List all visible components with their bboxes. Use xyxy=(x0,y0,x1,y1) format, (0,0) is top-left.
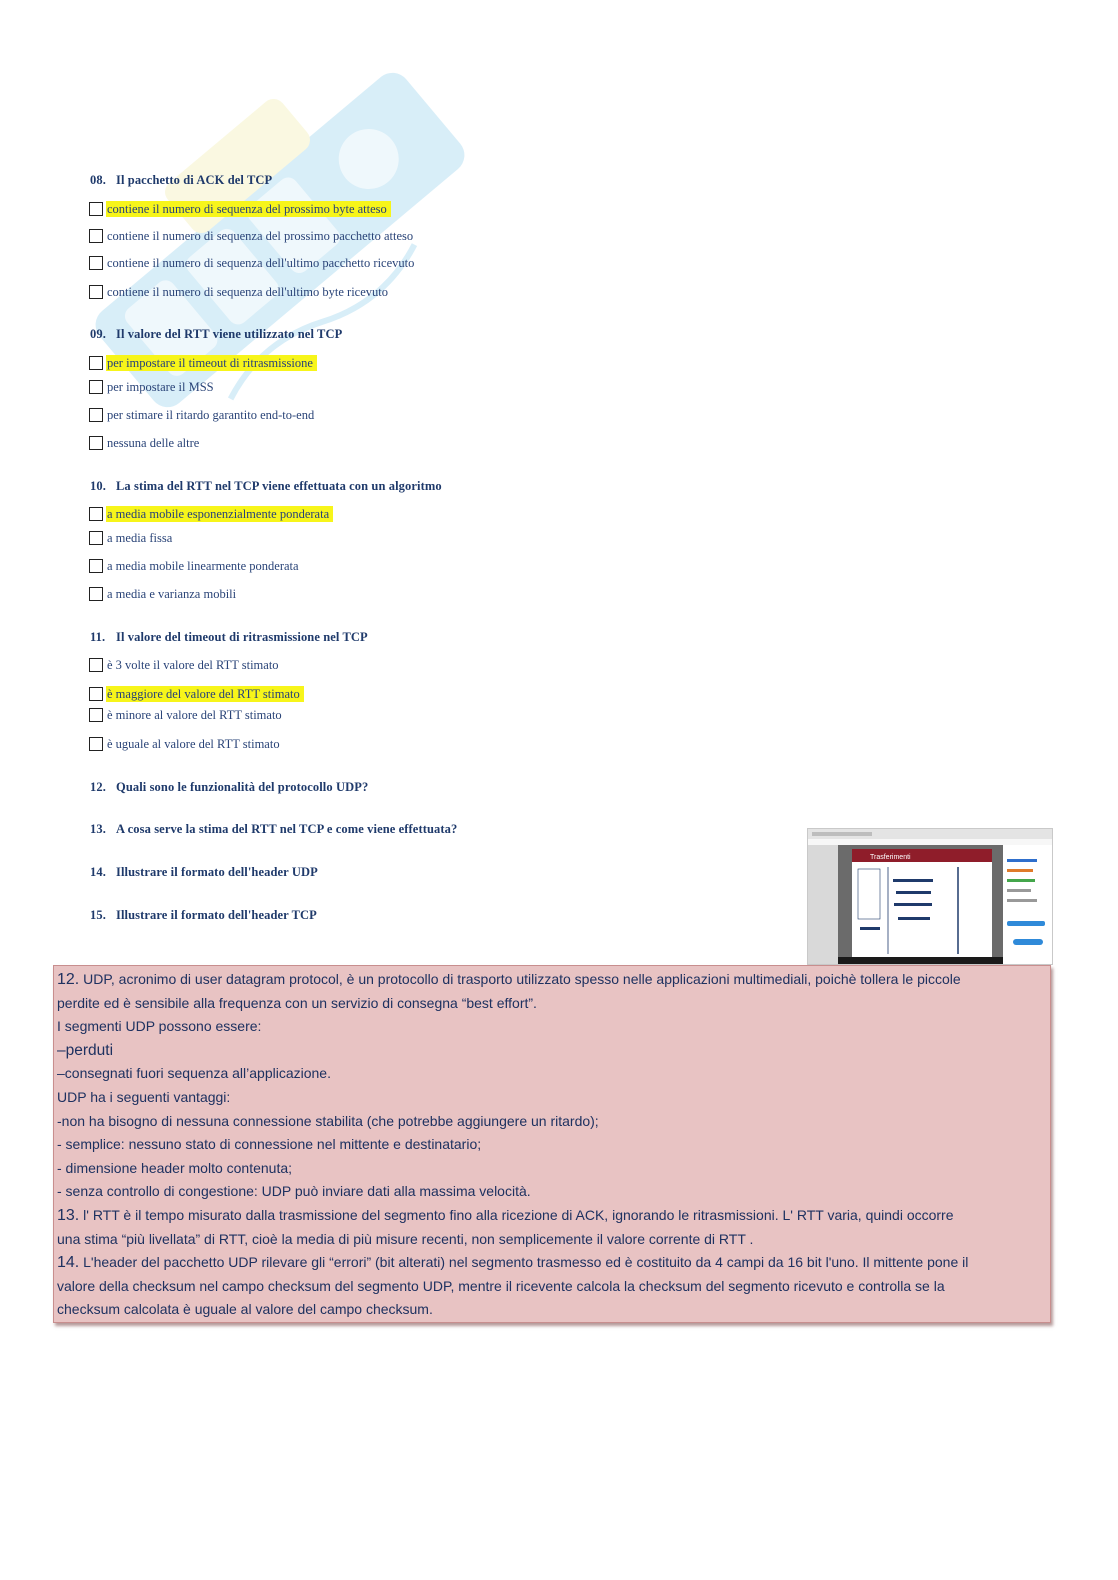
answer-line: UDP ha i seguenti vantaggi: xyxy=(57,1088,231,1105)
option-checkbox[interactable]: per impostare il timeout di ritrasmissione xyxy=(89,354,317,372)
answer-line: 12. UDP, acronimo di user datagram protocol, è un protocollo di trasporto utilizzato spesso nelle applicazioni multimediali, poichè tollera le piccole xyxy=(57,971,961,988)
checkbox-icon[interactable] xyxy=(89,285,103,299)
checkbox-icon[interactable] xyxy=(89,587,103,601)
option-checkbox[interactable]: è 3 volte il valore del RTT stimato xyxy=(89,656,283,674)
checkbox-icon[interactable] xyxy=(89,531,103,545)
option-checkbox[interactable]: a media fissa xyxy=(89,529,176,547)
answer-line: valore della checksum nel campo checksum del segmento UDP, mentre il ricevente calcola la checksum del segmento ricevuto e controlla se la xyxy=(57,1277,945,1294)
checkbox-icon[interactable] xyxy=(89,229,103,243)
answer-line: una stima “più livellata” di RTT, cioè la media di più misure recenti, non semplicemente il valore corrente di RTT . xyxy=(57,1230,754,1247)
answer-line: 13. l' RTT è il tempo misurato dalla trasmissione del segmento fino alla ricezione di ACK, ignorando le ritrasmissioni. L' RTT varia, quindi occorre xyxy=(57,1206,954,1224)
checkbox-icon[interactable] xyxy=(89,202,103,216)
option-checkbox[interactable]: è minore al valore del RTT stimato xyxy=(89,706,286,724)
checkbox-icon[interactable] xyxy=(89,708,103,722)
question-09-title: 09. Il valore del RTT viene utilizzato nel TCP xyxy=(90,327,343,341)
checkbox-icon[interactable] xyxy=(89,436,103,450)
option-checkbox[interactable]: contiene il numero di sequenza dell'ultimo pacchetto ricevuto xyxy=(89,254,418,272)
question-11-title: 11. Il valore del timeout di ritrasmissione nel TCP xyxy=(90,630,368,644)
checkbox-icon[interactable] xyxy=(89,380,103,394)
checkbox-icon[interactable] xyxy=(89,687,103,701)
option-checkbox[interactable]: per stimare il ritardo garantito end-to-end xyxy=(89,406,318,424)
answer-box xyxy=(53,965,1051,1323)
question-15-title: 15. Illustrare il formato dell'header TCP xyxy=(90,908,317,922)
option-checkbox[interactable]: contiene il numero di sequenza del prossimo byte atteso xyxy=(89,200,391,218)
option-checkbox[interactable]: è uguale al valore del RTT stimato xyxy=(89,735,284,753)
checkbox-icon[interactable] xyxy=(89,356,103,370)
option-checkbox[interactable]: a media mobile esponenzialmente ponderata xyxy=(89,505,333,523)
answer-line: - senza controllo di congestione: UDP può inviare dati alla massima velocità. xyxy=(57,1183,531,1200)
answer-line: –perduti xyxy=(57,1041,114,1059)
embedded-screenshot xyxy=(807,828,1053,965)
answer-line: 14. L'header del pacchetto UDP rilevare gli “errori” (bit alterati) nel segmento trasmesso ed è costituito da 4 campi da 16 bit l'uno. Il mittente pone il xyxy=(57,1254,969,1272)
question-14-title: 14. Illustrare il formato dell'header UDP xyxy=(90,865,318,879)
question-08-title: 08. Il pacchetto di ACK del TCP xyxy=(90,173,273,187)
question-10-title: 10. La stima del RTT nel TCP viene effettuata con un algoritmo xyxy=(90,479,442,493)
answer-line: perdite ed è sensibile alla frequenza con un servizio di consegna “best effort”. xyxy=(57,994,537,1011)
option-checkbox[interactable]: nessuna delle altre xyxy=(89,434,203,452)
answer-line: –consegnati fuori sequenza all’applicazione. xyxy=(57,1065,331,1082)
checkbox-icon[interactable] xyxy=(89,559,103,573)
option-checkbox[interactable]: contiene il numero di sequenza del prossimo pacchetto atteso xyxy=(89,227,417,245)
answer-line: - dimensione header molto contenuta; xyxy=(57,1159,293,1176)
checkbox-icon[interactable] xyxy=(89,256,103,270)
slide-title: Trasferimenti xyxy=(870,854,911,861)
option-checkbox[interactable]: a media mobile linearmente ponderata xyxy=(89,557,303,575)
answer-line: -non ha bisogno di nessuna connessione stabilita (che potrebbe aggiungere un ritardo); xyxy=(57,1112,599,1129)
option-checkbox[interactable]: contiene il numero di sequenza dell'ultimo byte ricevuto xyxy=(89,283,392,301)
answer-line: I segmenti UDP possono essere: xyxy=(57,1018,262,1035)
checkbox-icon[interactable] xyxy=(89,507,103,521)
option-checkbox[interactable]: per impostare il MSS xyxy=(89,378,218,396)
answer-line: checksum calcolata è uguale al valore del campo checksum. xyxy=(57,1301,433,1318)
checkbox-icon[interactable] xyxy=(89,737,103,751)
question-13-title: 13. A cosa serve la stima del RTT nel TCP e come viene effettuata? xyxy=(90,822,458,836)
answer-line: - semplice: nessuno stato di connessione nel mittente e destinatario; xyxy=(57,1136,482,1153)
option-checkbox[interactable]: a media e varianza mobili xyxy=(89,585,240,603)
screenshot-image xyxy=(808,829,1052,964)
checkbox-icon[interactable] xyxy=(89,408,103,422)
option-checkbox[interactable]: è maggiore del valore del RTT stimato xyxy=(89,685,304,703)
checkbox-icon[interactable] xyxy=(89,658,103,672)
question-12-title: 12. Quali sono le funzionalità del protocollo UDP? xyxy=(90,780,369,794)
